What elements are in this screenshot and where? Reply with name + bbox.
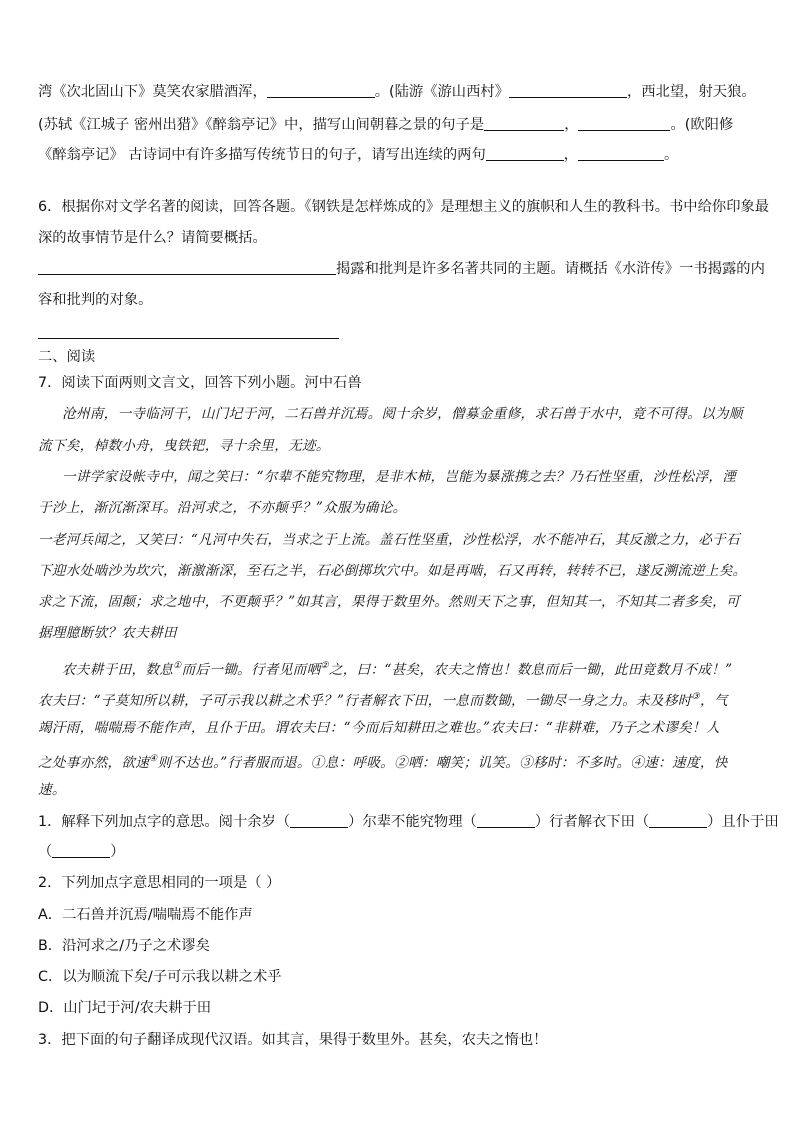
footnote-marker: ③: [691, 692, 700, 702]
passage-line: 农夫耕于田，数息①而后一锄。行者见而哂②之，曰：“甚矣，农夫之惰也！数息而后一锄，此田竟数月不成！”: [62, 661, 733, 678]
option-c[interactable]: C．以为顺流下矣/子可示我以耕之术乎: [38, 969, 282, 985]
passage-line: 求之下流，固颠；求之地中，不更颠乎？”如其言，果得于数里外。然则天下之事，但知其一，不知其二者多矣，可: [38, 594, 740, 610]
answer-blank[interactable]: [52, 843, 110, 858]
answer-blank[interactable]: [509, 83, 627, 98]
answer-blank[interactable]: [267, 83, 375, 98]
subquestion-1: 1．解释下列加点字的意思。阅十余岁（ ）尔辈不能究物理（ ）行者解衣下田（ ）且仆于田: [38, 814, 779, 830]
answer-blank[interactable]: [578, 116, 670, 131]
question-6-text: 6．根据你对文学名著的阅读，回答各题。《钢铁是怎样炼成的》是理想主义的旗帜和人生的教科书。书中给你印象最: [38, 199, 770, 215]
passage-line: 竭汗雨，喘喘焉不能作声，且仆于田。谓农夫曰：“今而后知耕田之难也。”农夫曰：“非耕难，乃子之术谬矣！人: [38, 720, 720, 736]
question-6-text: 揭露和批判是许多名著共同的主题。请概括《水浒传》一书揭露的内: [38, 260, 765, 278]
option-b[interactable]: B．沿河求之/乃子之术谬矣: [38, 938, 210, 954]
answer-line[interactable]: [38, 338, 339, 339]
poetry-fill-line-2: (苏轼《江城子 密州出猎》《醉翁亭记》中，描写山间朝暮之景的句子是 ， 。(欧阳修: [38, 117, 734, 133]
poetry-fill-line-1: 湾《次北固山下》莫笑农家腊酒浑， 。(陆游《游山西村》 ，西北望，射天狼。: [38, 84, 756, 100]
subquestion-1: （ ）: [38, 844, 125, 860]
answer-blank[interactable]: [290, 813, 348, 828]
question-7-heading: 7．阅读下面两则文言文，回答下列小题。河中石兽: [38, 375, 362, 391]
passage-line: 速。: [38, 782, 66, 798]
question-6-text: 深的故事情节是什么？请简要概括。: [38, 230, 267, 246]
answer-blank[interactable]: [649, 813, 707, 828]
passage-line: 农夫曰：“子莫知所以耕，子可示我以耕之术乎？”行者解衣下田，一息而数锄，一锄尽一身之力。未及移时③，气: [38, 692, 728, 709]
footnote-marker: ②: [320, 661, 329, 671]
passage-line: 一老河兵闻之，又笑曰：“凡河中失石，当求之于上流。盖石性坚重，沙性松浮，水不能冲石，其反激之力，必于石: [38, 532, 740, 548]
passage-line: 下迎水处啮沙为坎穴，渐激渐深，至石之半，石必倒掷坎穴中。如是再啮，石又再转，转转不已，遂反溯流逆上矣。: [38, 563, 747, 579]
passage-line: 之处事亦然，欲速④则不达也。”行者服而退。①息：呼吸。②哂：嘲笑；讥笑。③移时：不多时。④速：速度，快: [38, 754, 728, 771]
answer-blank[interactable]: [38, 260, 336, 275]
answer-blank[interactable]: [477, 813, 535, 828]
option-d[interactable]: D．山门圮于河/农夫耕于田: [38, 1000, 212, 1016]
footnote-marker: ④: [149, 754, 158, 764]
passage-line: 沧州南，一寺临河干，山门圮于河，二石兽并沉焉。阅十余岁，僧募金重修，求石兽于水中，竟不可得。以为顺: [62, 406, 743, 422]
passage-line: 流下矣，棹数小舟，曳铁钯，寻十余里，无迹。: [38, 438, 330, 454]
passage-line: 据理臆断欤？农夫耕田: [38, 625, 177, 641]
passage-line: 一讲学家设帐寺中，闻之笑曰：“尔辈不能究物理，是非木柿，岂能为暴涨携之去？乃石性坚重，沙性松浮，湮: [62, 469, 737, 485]
passage-line: 于沙上，渐沉渐深耳。沿河求之，不亦颠乎？”众服为确论。: [38, 500, 407, 516]
answer-blank[interactable]: [578, 146, 664, 161]
answer-blank[interactable]: [486, 146, 564, 161]
option-a[interactable]: A．二石兽并沉焉/喘喘焉不能作声: [38, 907, 253, 923]
section-heading: 二、阅读: [38, 349, 96, 365]
footnote-marker: ①: [173, 661, 182, 671]
poetry-fill-line-3: 《醉翁亭记》 古诗词中有许多描写传统节日的句子，请写出连续的两句 ， 。: [38, 147, 679, 163]
subquestion-2: 2．下列加点字意思相同的一项是（ ）: [38, 875, 281, 891]
question-6-text: 容和批判的对象。: [38, 292, 153, 308]
subquestion-3: 3．把下面的句子翻译成现代汉语。如其言，果得于数里外。甚矣，农夫之惰也！: [38, 1032, 548, 1048]
answer-blank[interactable]: [484, 116, 564, 131]
